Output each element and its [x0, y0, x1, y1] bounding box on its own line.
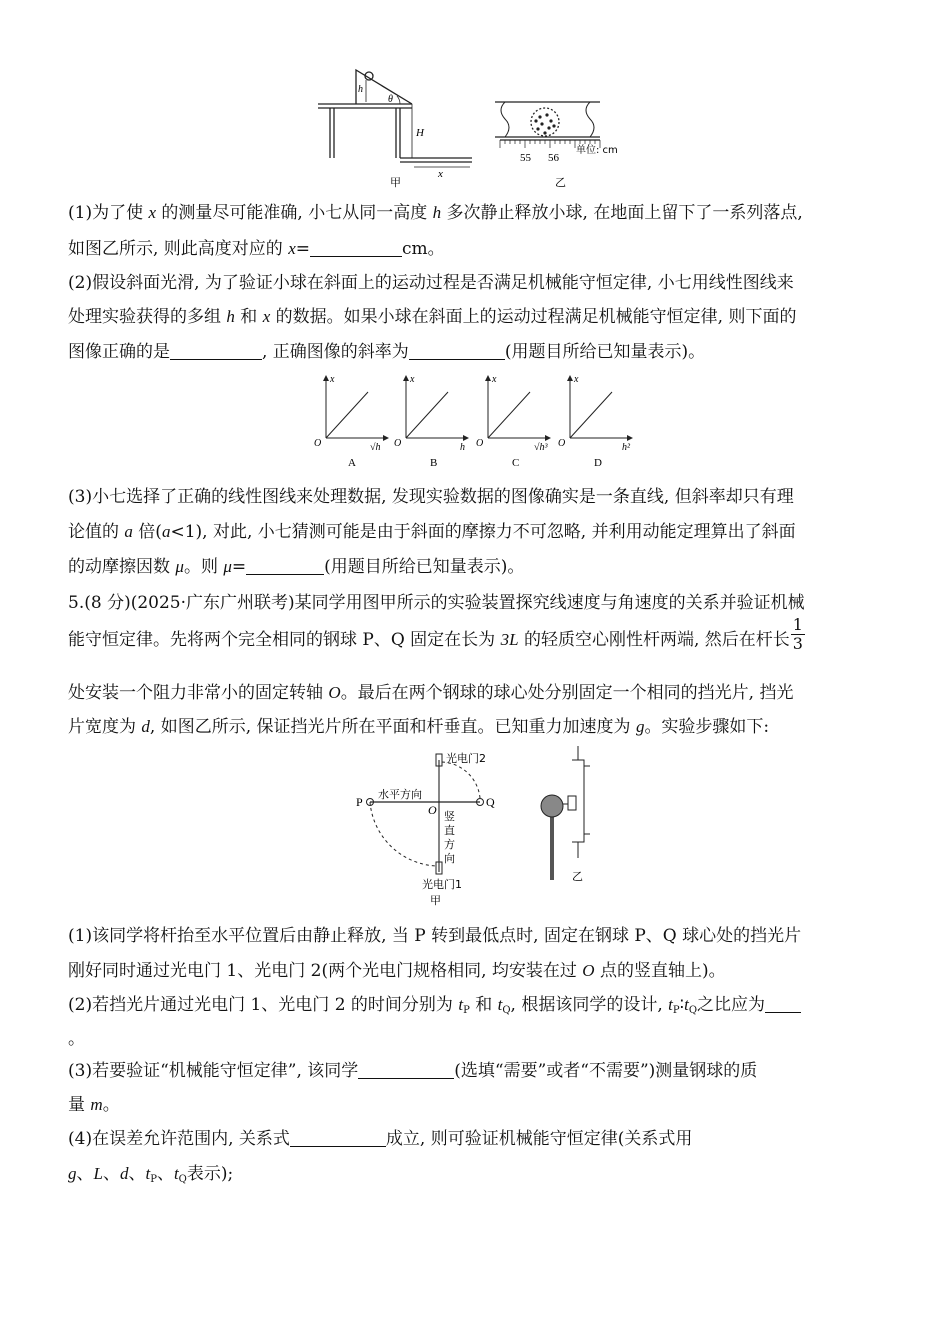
- incline-figure: [300, 62, 640, 192]
- caption-jia: 甲: [390, 176, 401, 189]
- graph-c-yaxis: x: [492, 374, 497, 385]
- caption-yi-2: 乙: [572, 870, 583, 883]
- s1-line1: (1)该同学将杆抬至水平位置后由静止释放, 当 P 转到最低点时, 固定在钢球 P、Q 球心处的挡光片: [68, 926, 802, 946]
- graph-d-yaxis: x: [574, 374, 579, 385]
- graph-b-label: B: [430, 457, 438, 469]
- vertical-char-4: 向: [444, 852, 455, 865]
- fraction-one-third: $\frac{1}{3}$: [792, 615, 803, 653]
- answer-blank-x[interactable]: [310, 240, 402, 257]
- q3-line3: 的动摩擦因数 μ。则 μ= (用题目所给已知量表示)。: [68, 557, 525, 577]
- label-Q: Q: [486, 795, 495, 809]
- ruler-56: 56: [548, 152, 559, 164]
- graph-a-yaxis: x: [330, 374, 335, 385]
- graph-a-xaxis: √h: [370, 442, 381, 453]
- gate1-label: 光电门1: [422, 878, 462, 891]
- graph-c-xaxis: √h³: [534, 442, 548, 453]
- label-h: h: [358, 84, 363, 95]
- answer-blank-graph[interactable]: [170, 343, 262, 360]
- p5-line3: 处安装一个阻力非常小的固定转轴 O。最后在两个钢球的球心处分别固定一个相同的挡光片, 挡光: [68, 683, 794, 703]
- graph-d-xaxis: h²: [622, 442, 630, 453]
- rod-figure: [350, 746, 620, 912]
- vertical-char-3: 方: [444, 838, 455, 851]
- graph-a-origin: O: [314, 438, 322, 449]
- s3-line1: (3)若要验证“机械能守恒定律”, 该同学 (选填“需要”或者“不需要”)测量钢球的质: [68, 1061, 758, 1081]
- graph-c-label: C: [512, 457, 520, 469]
- q3-line2: 论值的 a 倍(a<1), 对此, 小七猜测可能是由于斜面的摩擦力不可忽略, 并利用动能定理算出了斜面: [68, 522, 796, 542]
- answer-blank-mu[interactable]: [246, 558, 324, 575]
- caption-jia-2: 甲: [430, 894, 441, 907]
- label-P: P: [356, 795, 363, 809]
- graph-d-origin: O: [558, 438, 566, 449]
- horizontal-label: 水平方向: [378, 788, 422, 801]
- ruler-unit: 单位: cm: [576, 145, 618, 156]
- graph-b-origin: O: [394, 438, 402, 449]
- vertical-char-1: 竖: [444, 810, 455, 823]
- s2-line2: 。: [68, 1029, 85, 1049]
- q2-line3: 图像正确的是 , 正确图像的斜率为 (用题目所给已知量表示)。: [68, 342, 706, 362]
- label-H: H: [416, 127, 424, 139]
- answer-blank-relation[interactable]: [290, 1130, 386, 1147]
- s4-line1: (4)在误差允许范围内, 关系式 成立, 则可验证机械能守恒定律(关系式用: [68, 1129, 693, 1149]
- q2-line2: 处理实验获得的多组 h 和 x 的数据。如果小球在斜面上的运动过程满足机械能守恒定律, 则下面的: [68, 307, 797, 327]
- p5-line1: 5.(8 分)(2025·广东广州联考)某同学用图甲所示的实验装置探究线速度与角速度的关系并验证机械: [68, 593, 805, 613]
- label-O: O: [428, 803, 437, 817]
- label-x: x: [438, 168, 443, 180]
- graph-c-origin: O: [476, 438, 484, 449]
- q1-line2: 如图乙所示, 则此高度对应的 x= cm。: [68, 239, 445, 259]
- s2-line1: (2)若挡光片通过光电门 1、光电门 2 的时间分别为 $t_P$ 和 $t_Q$, 根据该同学的设计, $t_P∶t_Q$之比应为: [68, 994, 888, 1022]
- graph-options: [310, 372, 650, 472]
- s1-line2: 刚好同时通过光电门 1、光电门 2(两个光电门规格相同, 均安装在过 O 点的竖直轴上)。: [68, 961, 726, 981]
- graph-b-xaxis: h: [460, 442, 465, 453]
- vertical-char-2: 直: [444, 824, 455, 837]
- s3-line2: 量 m。: [68, 1095, 120, 1115]
- ruler-55: 55: [520, 152, 531, 164]
- caption-yi: 乙: [555, 176, 566, 189]
- label-theta: θ: [388, 94, 393, 105]
- answer-blank-slope[interactable]: [409, 343, 505, 360]
- graph-d-label: D: [594, 457, 602, 469]
- p5-line4: 片宽度为 d, 如图乙所示, 保证挡光片所在平面和杆垂直。已知重力加速度为 g。实验步骤如下:: [68, 717, 770, 737]
- answer-blank-mass[interactable]: [358, 1062, 454, 1079]
- s4-line2: g、L、d、$t_P$、$t_Q$表示);: [68, 1164, 234, 1185]
- answer-blank-ratio[interactable]: [765, 996, 801, 1013]
- q2-line1: (2)假设斜面光滑, 为了验证小球在斜面上的运动过程是否满足机械能守恒定律, 小七用线性图线来: [68, 273, 794, 293]
- q1-line1: (1)为了使 x 的测量尽可能准确, 小七从同一高度 h 多次静止释放小球, 在地面上留下了一系列落点,: [68, 203, 803, 223]
- graph-a-label: A: [348, 457, 356, 469]
- graph-b-yaxis: x: [410, 374, 415, 385]
- gate2-label: 光电门2: [446, 752, 486, 765]
- p5-line2: 能守恒定律。先将两个完全相同的钢球 P、Q 固定在长为 3L 的轻质空心刚性杆两端, 然后在杆长 $\frac{1}{3}$: [68, 615, 803, 653]
- q3-line1: (3)小七选择了正确的线性图线来处理数据, 发现实验数据的图像确实是一条直线, 但斜率却只有理: [68, 487, 794, 507]
